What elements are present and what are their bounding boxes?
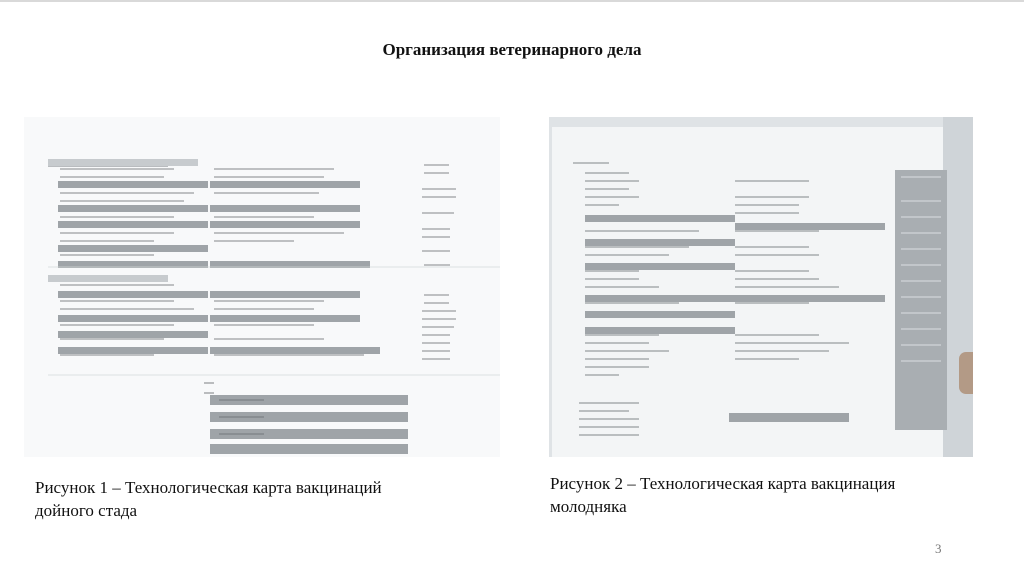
figure-2-photo xyxy=(549,117,973,457)
figure-1-caption-line-2: дойного стада xyxy=(35,501,138,520)
figure-1-caption xyxy=(35,476,455,522)
top-divider xyxy=(0,0,1024,2)
figure-2-caption xyxy=(550,472,970,518)
slide-title: Организация ветеринарного дела xyxy=(382,40,642,59)
figure-2-caption-line-1: Рисунок 2 – Технологическая карта вакцинация xyxy=(550,474,896,493)
document-text-lines xyxy=(549,117,973,457)
figure-2-caption-line-2: молодняка xyxy=(550,497,627,516)
figure-1-photo xyxy=(24,117,500,457)
page-number: 3 xyxy=(935,541,942,556)
figure-1-caption-line-1: Рисунок 1 – Технологическая карта вакцинаций xyxy=(35,478,382,497)
document-text-lines xyxy=(24,117,500,457)
